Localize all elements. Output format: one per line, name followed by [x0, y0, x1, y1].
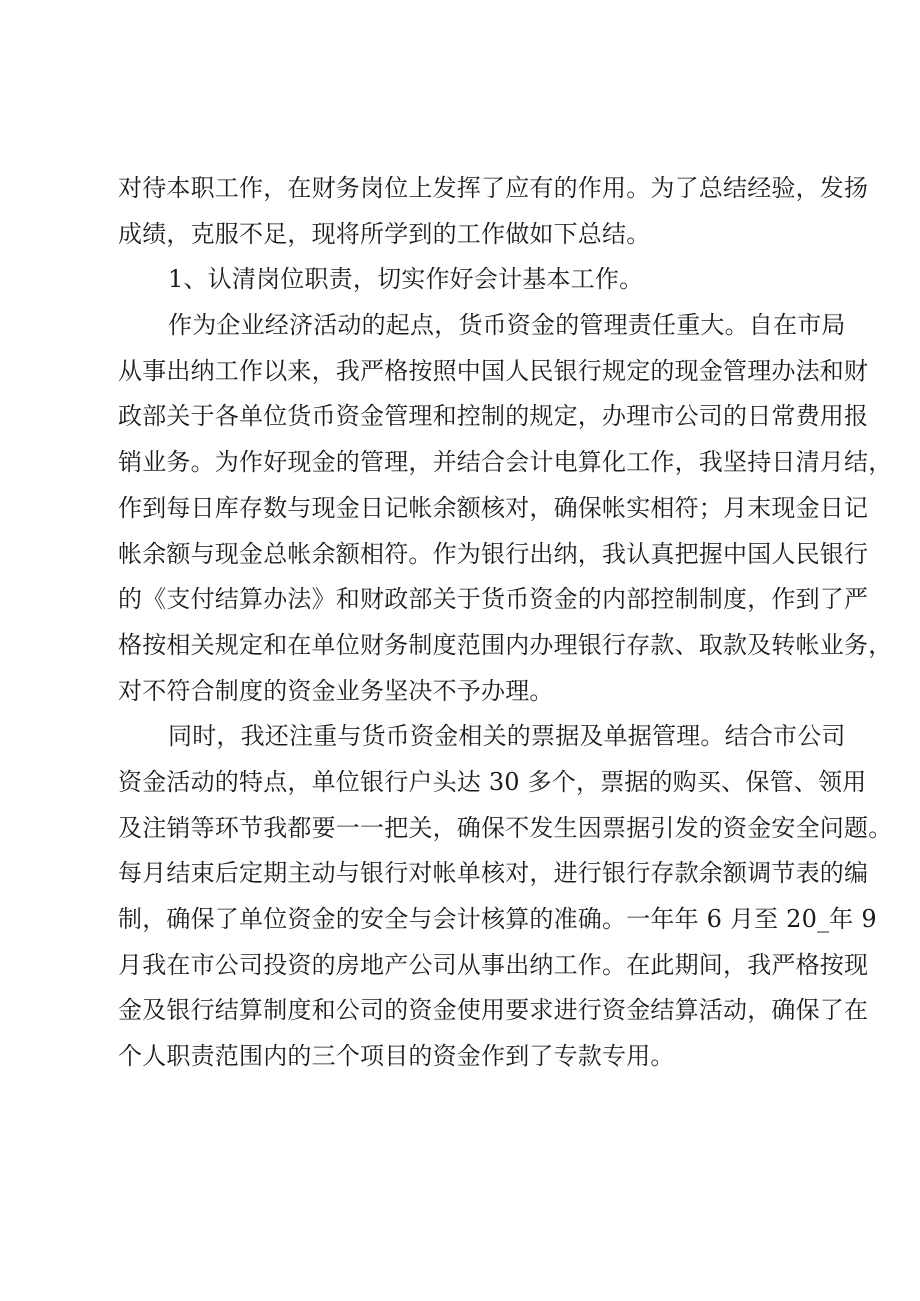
paragraph-start-line: 作为企业经济活动的起点，货币资金的管理责任重大。自在市局 — [168, 311, 846, 340]
text-line: 政部关于各单位货币资金管理和控制的规定，办理市公司的日常费用报 — [118, 402, 869, 431]
text-line: 作到每日库存数与现金日记帐余额核对，确保帐实相符；月末现金日记 — [118, 493, 869, 522]
text-line: 月我在市公司投资的房地产公司从事出纳工作。在此期间，我严格按现 — [118, 950, 869, 979]
text-line: 对不符合制度的资金业务坚决不予办理。 — [118, 676, 554, 705]
text-line: 帐余额与现金总帐余额相符。作为银行出纳，我认真把握中国人民银行 — [118, 539, 869, 568]
text-line: 销业务。为作好现金的管理，并结合会计电算化工作，我坚持日清月结， — [118, 448, 893, 477]
text-line: 的《支付结算办法》和财政部关于货币资金的内部控制制度，作到了严 — [118, 585, 869, 614]
text-line: 对待本职工作，在财务岗位上发挥了应有的作用。为了总结经验，发扬 — [118, 174, 869, 202]
text-line: 格按相关规定和在单位财务制度范围内办理银行存款、取款及转帐业务， — [118, 630, 893, 659]
document-body — [118, 166, 893, 1080]
text-line: 金及银行结算制度和公司的资金使用要求进行资金结算活动，确保了在 — [118, 996, 869, 1025]
text-line: 资金活动的特点，单位银行户头达 30 多个，票据的购买、保管、领用 — [118, 767, 867, 796]
section-heading: 1、认清岗位职责，切实作好会计基本工作。 — [168, 265, 644, 294]
text-line: 及注销等环节我都要一一把关，确保不发生因票据引发的资金安全问题。 — [118, 813, 893, 842]
text-line: 每月结束后定期主动与银行对帐单核对，进行银行存款余额调节表的编 — [118, 859, 869, 888]
text-line: 制，确保了单位资金的安全与会计核算的准确。一年年 6 月至 20_年 9 — [118, 905, 877, 933]
paragraph-start-line: 同时，我还注重与货币资金相关的票据及单据管理。结合市公司 — [168, 722, 846, 751]
text-line: 从事出纳工作以来，我严格按照中国人民银行规定的现金管理办法和财 — [118, 356, 869, 385]
text-line: 成绩，克服不足，现将所学到的工作做如下总结。 — [118, 219, 651, 248]
text-line: 个人职责范围内的三个项目的资金作到了专款专用。 — [118, 1042, 675, 1071]
